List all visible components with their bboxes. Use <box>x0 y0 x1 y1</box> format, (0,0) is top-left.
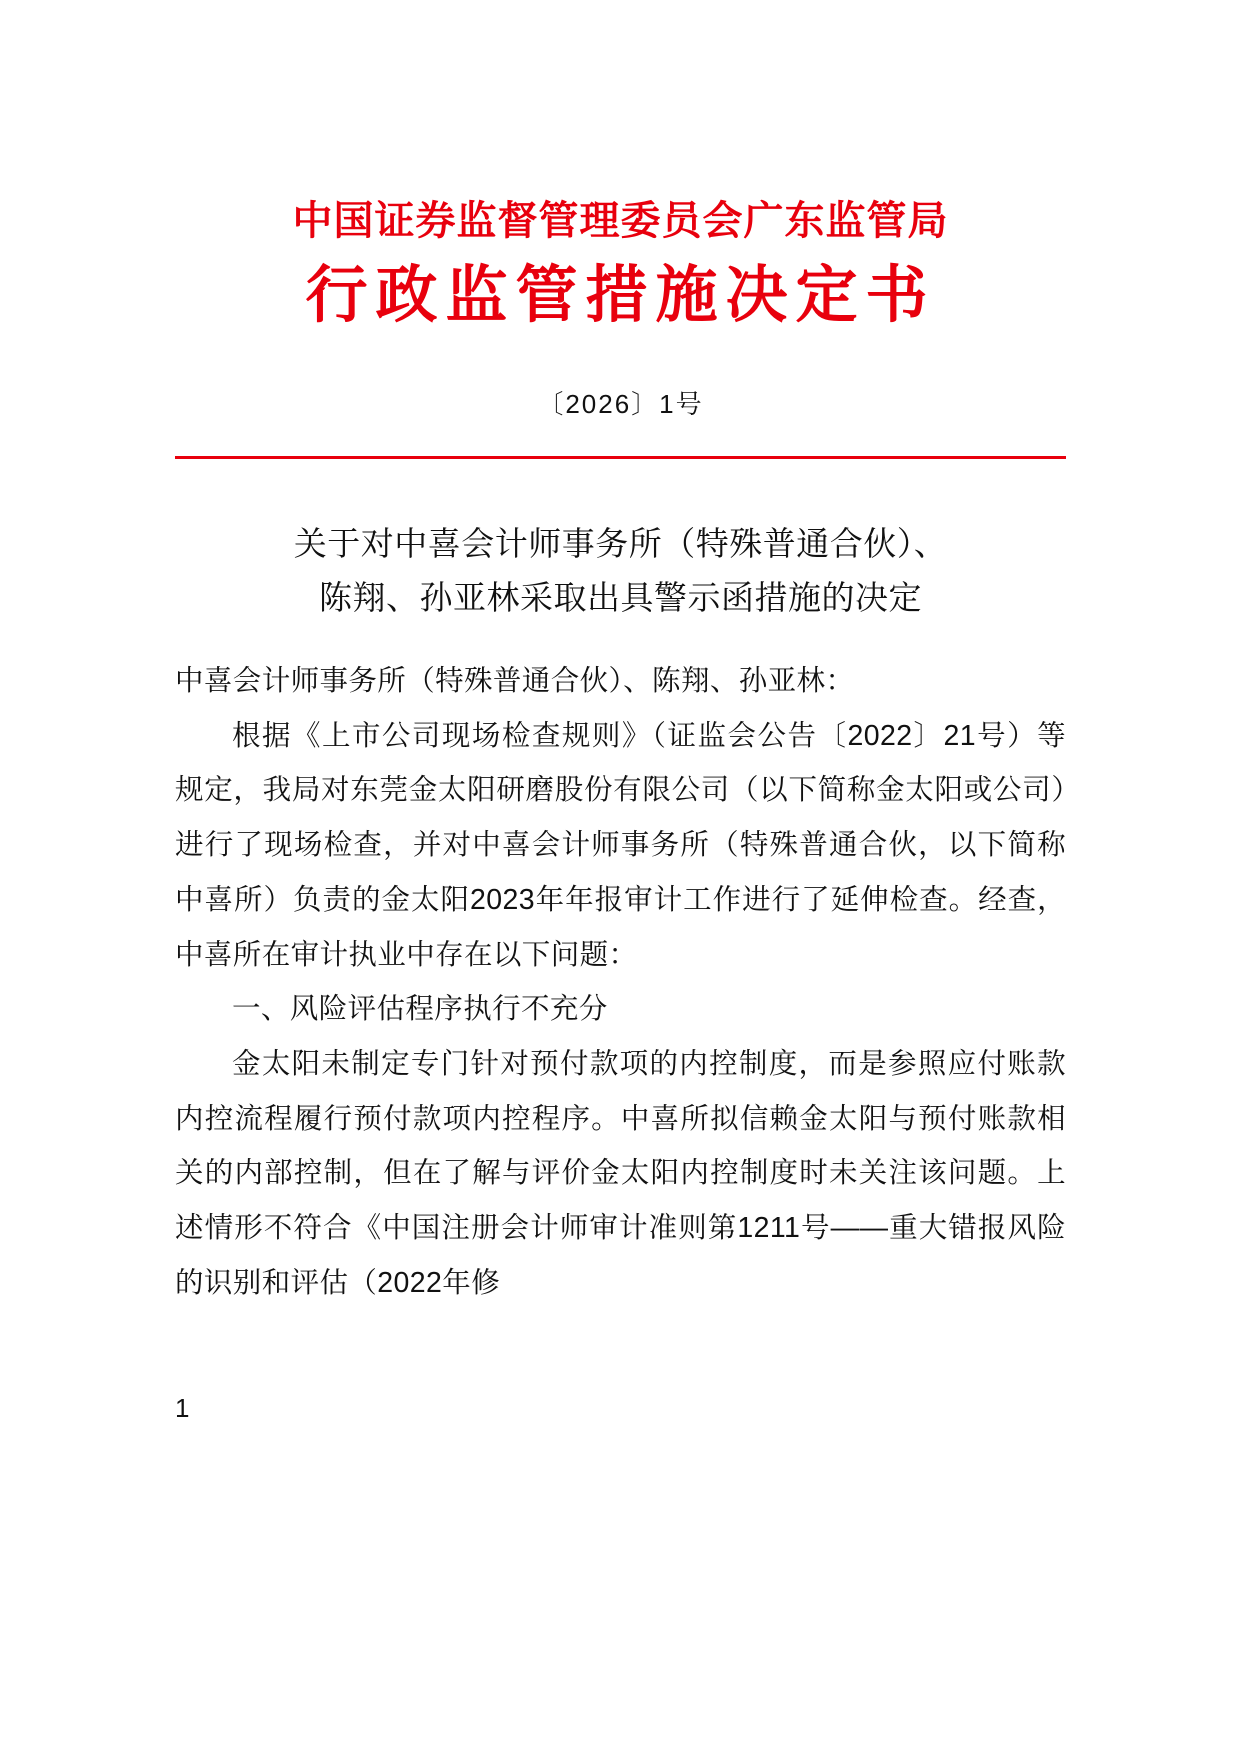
page-number: 1 <box>175 1393 190 1423</box>
issuing-authority: 中国证券监督管理委员会广东监管局 <box>292 199 949 243</box>
body-paragraph-1: 根据《上市公司现场检查规则》（证监会公告〔2022〕21号）等规定，我局对东莞金太阳研磨股份有限公司（以下简称金太阳或公司）进行了现场检查，并对中喜会计师事务所（特殊普通合伙，以下简称中喜所）负责的金太阳2023年年报审计工作进行了延伸检查。经查，中喜所在审计执业中存在以下问题： <box>175 719 1066 971</box>
section-heading-1: 一、风险评估程序执行不充分 <box>232 993 608 1026</box>
addressee-line: 中喜会计师事务所（特殊普通合伙）、陈翔、孙亚林： <box>175 664 855 697</box>
document-body <box>175 654 1066 1311</box>
document-subject <box>175 517 1066 624</box>
subject-line-2: 陈翔、孙亚林采取出具警示函措施的决定 <box>319 578 922 616</box>
document-number: 〔2026〕1号 <box>537 388 704 419</box>
subject-line-1: 关于对中喜会计师事务所（特殊普通合伙）、 <box>293 525 948 563</box>
red-divider-rule <box>175 456 1066 459</box>
document-header <box>175 0 1066 459</box>
body-paragraph-2: 金太阳未制定专门针对预付款项的内控制度，而是参照应付账款内控流程履行预付款项内控程序。中喜所拟信赖金太阳与预付账款相关的内部控制，但在了解与评价金太阳内控制度时未关注该问题。上述情形不符合《中国注册会计师审计准则第1211号——重大错报风险的识别和评估（2022年修 <box>175 1048 1066 1299</box>
document-title: 行政监管措施决定书 <box>305 261 936 330</box>
